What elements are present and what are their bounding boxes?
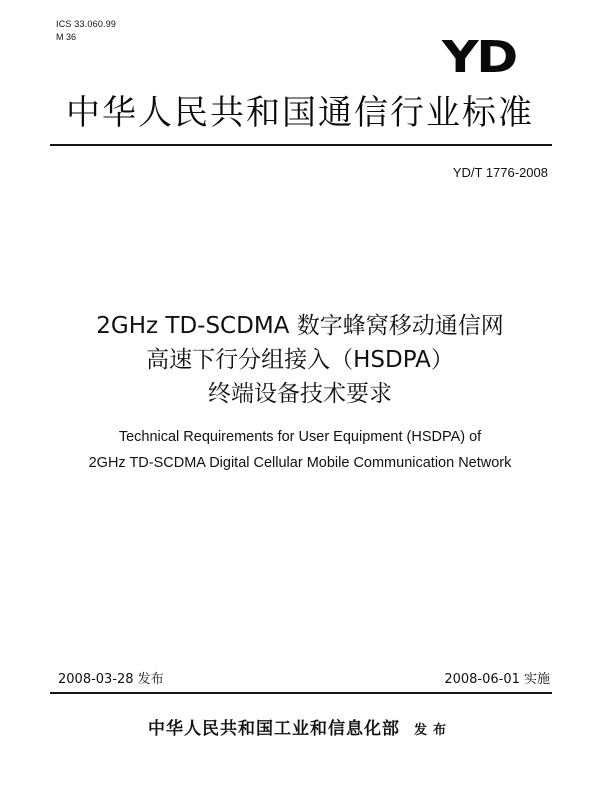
- title-en-line1: Technical Requirements for User Equipment (HSDPA) of: [118, 429, 482, 445]
- title-en-line2: 2GHz TD-SCDMA Digital Cellular Mobile Communication Network: [88, 455, 512, 471]
- implement-date: 2008-06-01 实施: [444, 672, 550, 687]
- ics-code: ICS 33.060.99: [56, 19, 117, 29]
- standard-category-title: 中华人民共和国通信行业标准: [66, 93, 534, 133]
- yd-logo: [436, 32, 517, 83]
- standard-number: YD/T 1776-2008: [452, 165, 548, 180]
- publisher: [0, 718, 600, 742]
- publisher-name: 中华人民共和国工业和信息化部: [147, 719, 400, 739]
- publish-date: 2008-03-28 发布: [58, 672, 164, 687]
- title-zh-line2: 高速下行分组接入（HSDPA）: [146, 347, 454, 373]
- publisher-action: 发布: [413, 723, 452, 738]
- yd-logo-text: YD: [441, 32, 516, 83]
- ccs-code: M 36: [56, 32, 77, 42]
- header-divider: [50, 144, 552, 146]
- footer-divider: [50, 692, 552, 694]
- title-zh-line1: 2GHz TD-SCDMA 数字蜂窝移动通信网: [96, 313, 504, 339]
- title-zh-line3: 终端设备技术要求: [208, 381, 392, 407]
